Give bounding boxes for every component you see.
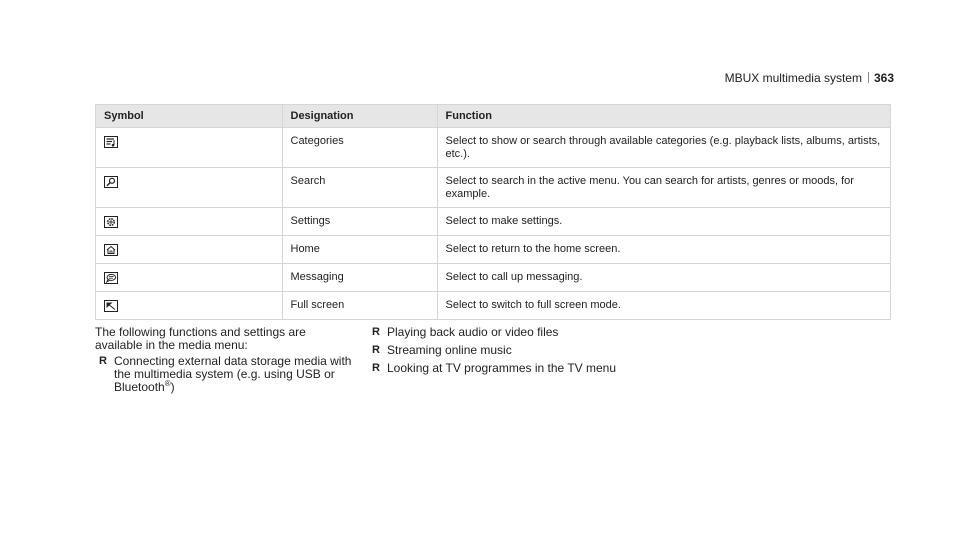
bullet-marker: R <box>372 362 380 374</box>
designation-cell: Full screen <box>282 292 437 320</box>
function-cell: Select to switch to full screen mode. <box>437 292 890 320</box>
bullet-marker: R <box>372 326 380 338</box>
list-item <box>95 355 355 394</box>
table-row <box>96 208 890 236</box>
header-divider <box>868 72 869 83</box>
designation-cell: Search <box>282 168 437 208</box>
function-cell: Select to search in the active menu. You can search for artists, genres or moods, for example. <box>437 168 890 208</box>
messaging-icon <box>104 272 118 284</box>
body-left-column <box>95 326 355 399</box>
home-icon <box>104 244 118 256</box>
function-cell: Select to return to the home screen. <box>437 236 890 264</box>
function-cell: Select to make settings. <box>437 208 890 236</box>
table-row <box>96 292 890 320</box>
table-header-row <box>96 105 890 128</box>
designation-cell: Categories <box>282 128 437 168</box>
body-right-column <box>368 326 648 380</box>
list-item-text: Looking at TV programmes in the TV menu <box>387 361 617 375</box>
list-item-tail: ) <box>170 380 175 394</box>
list-item <box>368 362 648 375</box>
intro-paragraph: The following functions and settings are available in the media menu: <box>95 325 306 352</box>
table-row <box>96 168 890 208</box>
function-cell: Select to show or search through available categories (e.g. playback lists, albums, artists, etc.). <box>437 128 890 168</box>
designation-cell: Messaging <box>282 264 437 292</box>
function-cell: Select to call up messaging. <box>437 264 890 292</box>
bullet-marker: R <box>372 344 380 356</box>
list-item <box>368 344 648 357</box>
bullet-marker: R <box>99 355 107 367</box>
header-title: MBUX multimedia system <box>724 71 862 85</box>
designation-cell: Settings <box>282 208 437 236</box>
designation-cell: Home <box>282 236 437 264</box>
categories-icon <box>104 136 118 148</box>
symbol-table <box>95 104 891 320</box>
list-item-text: Connecting external data storage media with the multimedia system (e.g. using USB or Bluetooth <box>114 354 352 394</box>
column-header-symbol: Symbol <box>96 105 282 128</box>
list-item-text: Streaming online music <box>387 343 512 357</box>
page-number: 363 <box>873 71 894 85</box>
column-header-designation: Designation <box>282 105 437 128</box>
list-item <box>368 326 648 339</box>
search-icon <box>104 176 118 188</box>
table-row <box>96 264 890 292</box>
column-header-function: Function <box>437 105 890 128</box>
full-screen-icon <box>104 300 118 312</box>
list-item-text: Playing back audio or video files <box>387 325 559 339</box>
settings-icon <box>104 216 118 228</box>
page-header <box>725 71 894 85</box>
table-row <box>96 128 890 168</box>
table-row <box>96 236 890 264</box>
registered-mark: ® <box>164 379 171 388</box>
